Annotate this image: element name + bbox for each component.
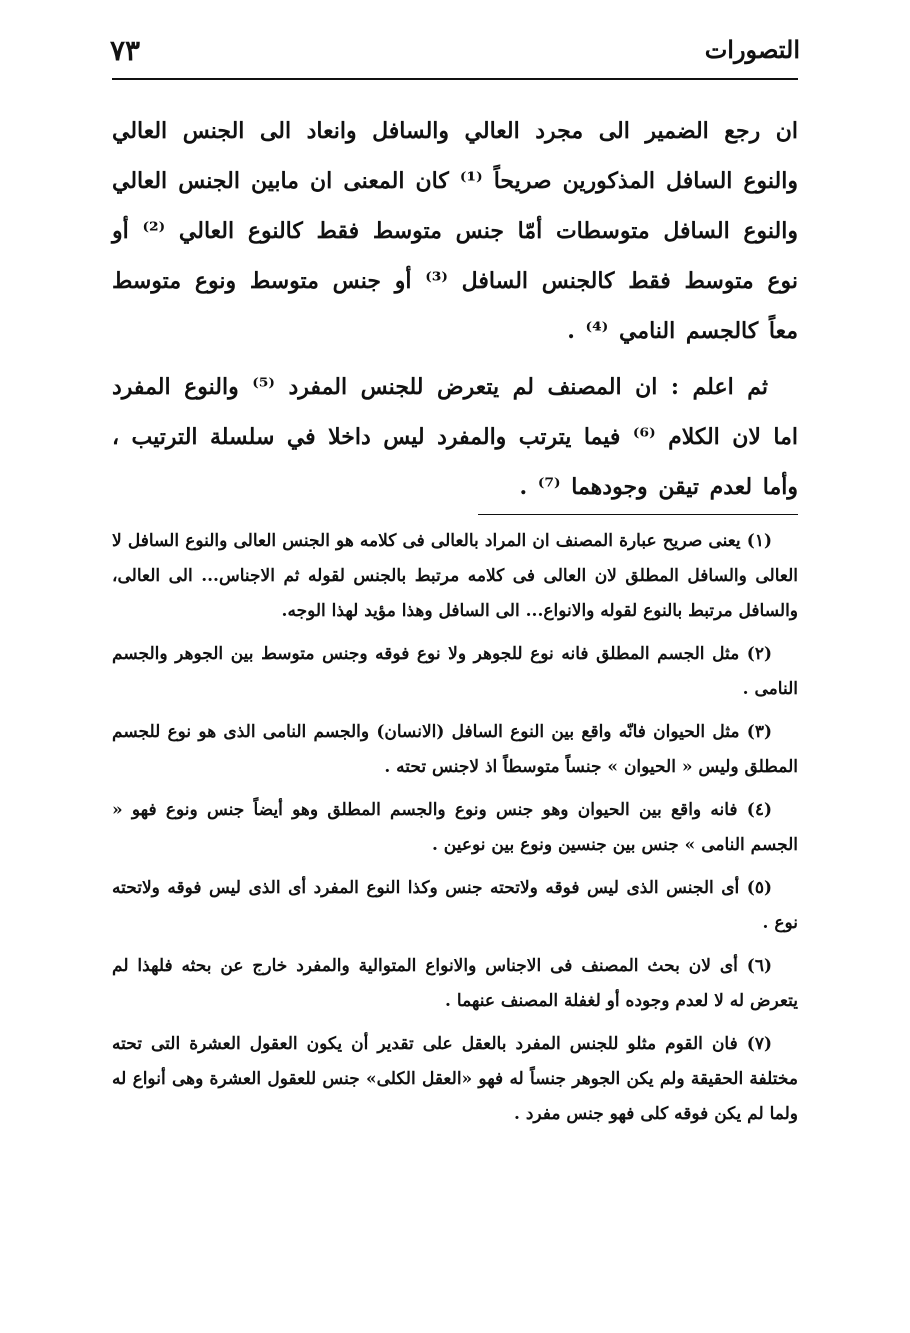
body-paragraph-2: ثم اعلم : ان المصنف لم يتعرض للجنس المفرد ⁽⁵⁾ والنوع المفرد اما لان الكلام ⁽⁶⁾ فيما يترتب والمفرد ليس داخلا في سلسلة الترتيب ، وأما لعدم تيقن وجودهما ⁽⁷⁾ . xyxy=(112,374,798,500)
body-paragraph-1: ان رجع الضمير الى مجرد العالي والسافل وانعاد الى الجنس العالي والنوع السافل المذكورين صريحاً ⁽¹⁾ كان المعنى ان مابين الجنس العالي والنوع السافل متوسطات أمّا جنس متوسط فقط كالنوع العالي ⁽²⁾ أو نوع متوسط فقط كالجنس السافل ⁽³⁾ أو جنس متوسط ونوع متوسط معاً كالجسم النامي ⁽⁴⁾ . xyxy=(112,118,798,344)
footnote-3: (٣) مثل الحيوان فانّه واقع بين النوع السافل (الانسان) والجسم النامى الذى هو نوع للجسم المطلق وليس « الحيوان » جنساً متوسطاً اذ لاجنس تحته . xyxy=(112,722,798,777)
footnotes xyxy=(112,524,798,1140)
footnote-4: (٤) فانه واقع بين الحيوان وهو جنس ونوع والجسم المطلق وهو أيضاً جنس ونوع فهو « الجسم النامى » جنس بين جنسين ونوع بين نوعين . xyxy=(112,800,798,855)
footnote-2: (٢) مثل الجسم المطلق فانه نوع للجوهر ولا نوع فوقه وجنس متوسط بين الجوهر والجسم النامى . xyxy=(112,644,798,699)
footnote-6: (٦) أى لان بحث المصنف فى الاجناس والانواع المتوالية والمفرد خارج عن بحثه فلهذا لم يتعرض له لا لعدم وجوده أو لغفلة المصنف عنهما . xyxy=(112,956,798,1011)
page-number: ٧٣ xyxy=(110,34,141,67)
footnote-7: (٧) فان القوم مثلو للجنس المفرد بالعقل على تقدير أن يكون العقول العشرة التى تحته مختلفة الحقيقة ولم يكن الجوهر جنساً له فهو «العقل الكلى» جنس للعقول العشرة وهى أنواع له ولما لم يكن فوقه كلى فهو جنس مفرد . xyxy=(112,1034,798,1124)
footnote-1: (١) يعنى صريح عبارة المصنف ان المراد بالعالى فى كلامه هو الجنس العالى والنوع السافل لا العالى والسافل المطلق لان العالى فى كلامه مرتبط بالجنس لقوله ثم الاجناس... الى العالى، والسافل مرتبط بالنوع لقوله والانواع... الى السافل وهذا مؤيد لهذا الوجه. xyxy=(112,531,798,621)
page-header xyxy=(110,28,800,78)
main-text xyxy=(112,106,798,518)
running-title: التصورات xyxy=(704,35,800,64)
header-rule xyxy=(112,78,798,80)
footnote-separator xyxy=(478,514,798,515)
footnote-5: (٥) أى الجنس الذى ليس فوقه ولاتحته جنس وكذا النوع المفرد أى الذى ليس فوقه ولاتحته نوع . xyxy=(112,878,798,933)
